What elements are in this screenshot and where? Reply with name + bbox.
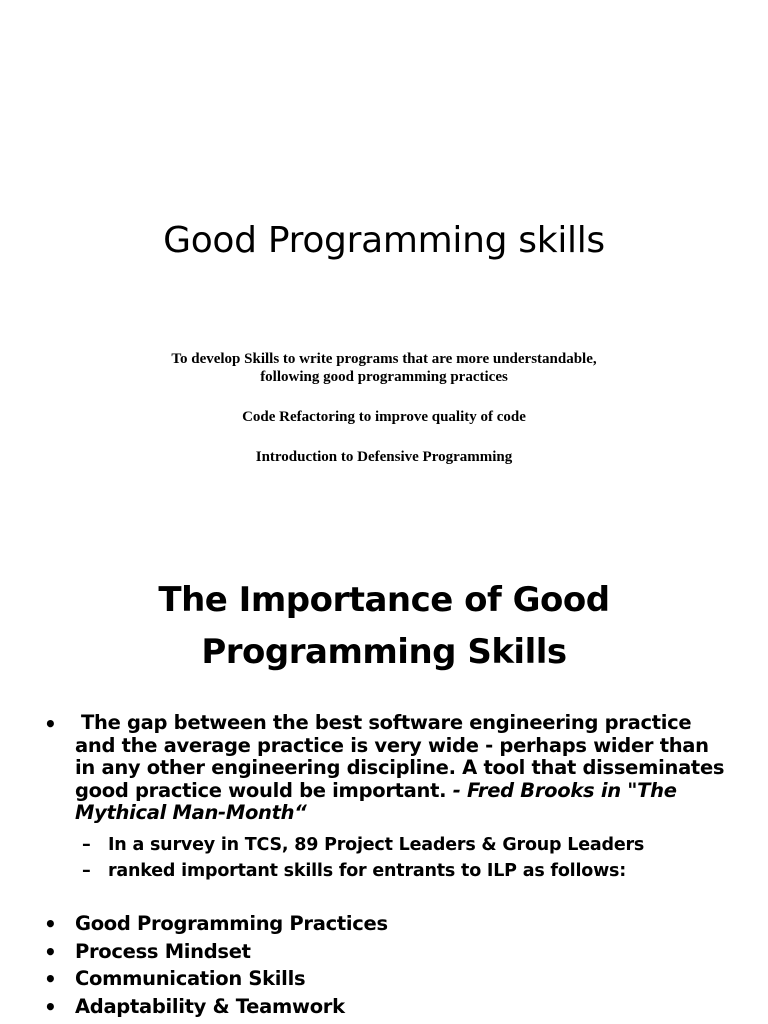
dash-icon: – (82, 861, 91, 881)
subtitle-line-2: Code Refactoring to improve quality of code (242, 409, 526, 425)
survey-item-text: ranked important skills for entrants to ILP as follows: (108, 861, 627, 881)
skill-label: Good Programming Practices (75, 912, 388, 935)
subtitle-line-1b: following good programming practices (260, 369, 508, 385)
survey-item-text: In a survey in TCS, 89 Project Leaders & Group Leaders (108, 835, 645, 855)
skill-label: Adaptability & Teamwork (75, 995, 345, 1018)
bullet-icon: • (44, 712, 57, 736)
subtitle-line-1a: To develop Skills to write programs that are more understandable, (171, 351, 597, 367)
quote-attribution: - Fred Brooks in "The Mythical Man-Month“ (75, 778, 677, 824)
slide-2-title (0, 574, 768, 678)
bullet-icon: • (44, 967, 57, 991)
slide-1-title: Good Programming skills (163, 220, 605, 261)
skill-label: Communication Skills (75, 967, 306, 990)
bullet-icon: • (44, 912, 57, 936)
quote-text: The gap between the best software engineering practice and the average practice is very wide - perhaps wider than in any other engineering discipline. A tool that disseminates good practice would be important. (75, 711, 725, 802)
quote-text-block (75, 712, 735, 825)
skill-label: Process Mindset (75, 940, 251, 963)
slide-1-subtitle (0, 350, 768, 466)
slide-2-title-line-2: Programming Skills (201, 632, 567, 672)
bullet-icon: • (44, 940, 57, 964)
subtitle-line-3: Introduction to Defensive Programming (255, 449, 513, 465)
dash-icon: – (82, 835, 91, 855)
slide-2-title-line-1: The Importance of Good (158, 580, 610, 620)
slide-2 (0, 512, 768, 1024)
bullet-icon: • (44, 995, 57, 1019)
subtitle-line-1 (0, 350, 768, 386)
